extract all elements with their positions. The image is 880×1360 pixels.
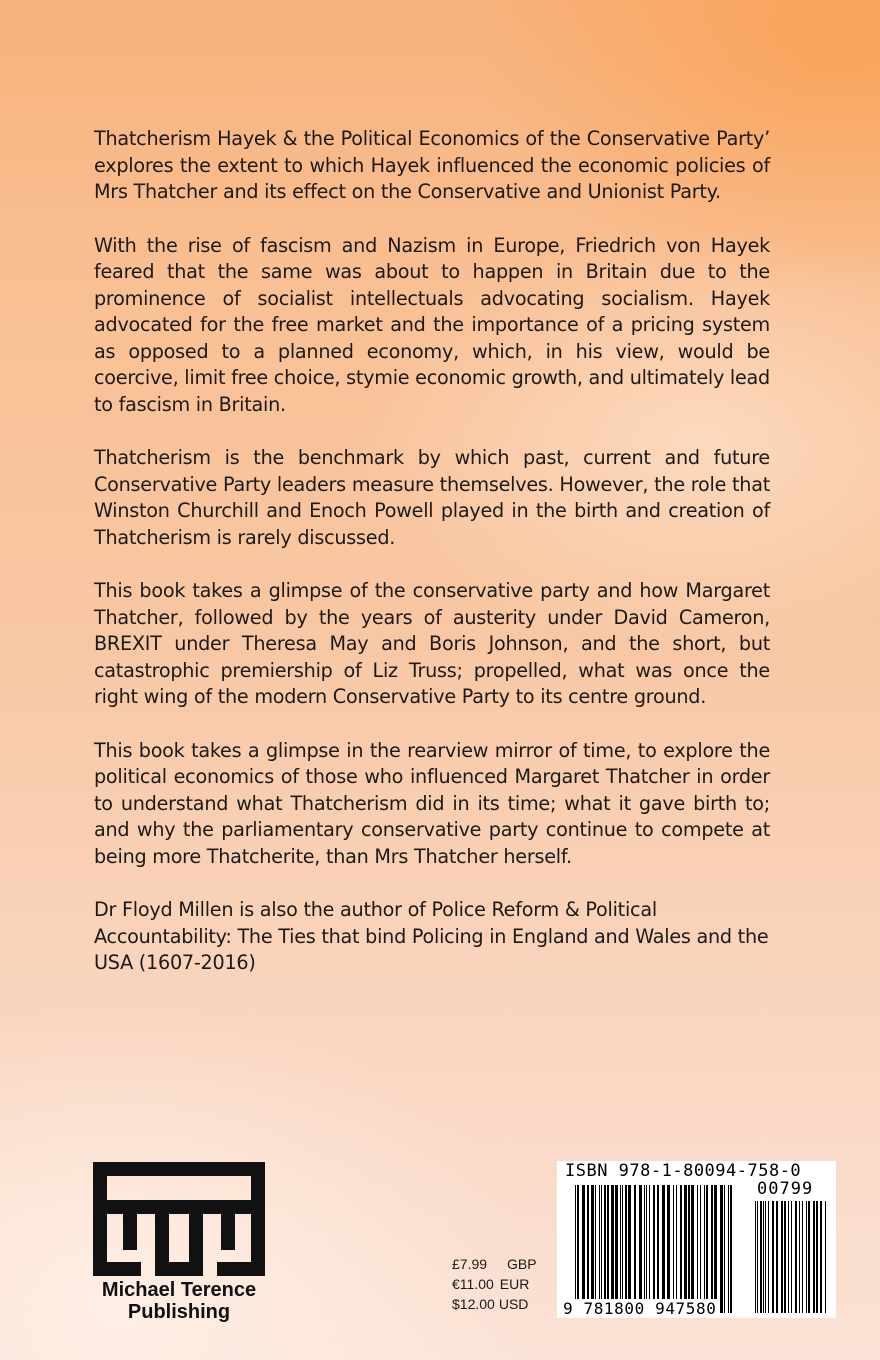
barcode-bar (657, 1185, 659, 1313)
blurb-paragraph-3: Thatcherism is the benchmark by which past, current and future Conservative Party leaders measure themselves. However, the role that Winston Churchill and Enoch Powell played in the birth and creation of Thatcherism is rarely discussed. (94, 446, 770, 549)
blurb-paragraph-1: Thatcherism Hayek & the Political Economics of the Conservative Party’ explores the extent to which Hayek influenced the economic policies of Mrs Thatcher and its effect on the Conservative and Unionist Party. (94, 127, 770, 203)
barcode-bar (649, 1185, 650, 1313)
barcode-bar (599, 1185, 600, 1313)
price-amount: €11.00 (452, 1276, 494, 1292)
barcode-bar (625, 1185, 627, 1313)
barcode-bar (820, 1201, 822, 1313)
price-row (452, 1254, 552, 1274)
isbn-barcode (557, 1161, 836, 1318)
barcode-bar (706, 1185, 708, 1313)
barcode-addon-number: 00799 (757, 1179, 814, 1199)
barcode-bar (772, 1201, 774, 1313)
blurb-paragraph-5: This book takes a glimpse in the rearview mirror of time, to explore the political economics of those who influenced Margaret Thatcher in order to understand what Thatcherism did in its time; what it gave birth to; and why the parliamentary conservative party continue to compete at being more Thatcherite, than Mrs Thatcher herself. (94, 738, 770, 868)
barcode-bar (653, 1185, 655, 1313)
barcode-bar (791, 1201, 792, 1313)
barcode-bar (615, 1185, 618, 1313)
barcode-bar (587, 1185, 589, 1313)
barcode-bar (776, 1201, 778, 1313)
barcode-bar (697, 1185, 698, 1313)
price-amount: £7.99 (452, 1256, 488, 1272)
publisher-name (93, 1279, 265, 1323)
blurb-paragraph-2: With the rise of fascism and Nazism in Europe, Friedrich von Hayek feared that the same was about to happen in Britain due to the prominence of socialist intellectuals advocating socialism. Hayek advocated for the free market and the importance of a pricing system as opposed to a planned economy, which, in his view, would be coercive, limit free choice, stymie economic growth, and ultimately lead to fascism in Britain. (94, 233, 770, 416)
publisher-logo (93, 1162, 265, 1323)
mtp-logo-icon (93, 1162, 265, 1276)
barcode-bar (795, 1201, 797, 1313)
barcode-bar (595, 1185, 596, 1313)
barcode-bar (644, 1185, 645, 1313)
barcode-bar (622, 1185, 623, 1313)
barcode-bar (724, 1185, 725, 1313)
barcode-bar (802, 1201, 803, 1313)
barcode-bar (676, 1185, 677, 1313)
barcode-bar (667, 1185, 670, 1313)
barcode-bar (765, 1201, 766, 1313)
barcode-bar (700, 1185, 701, 1313)
price-row (452, 1294, 552, 1314)
barcode-bar (714, 1185, 717, 1313)
publisher-name-line-1: Michael Terence (101, 1279, 257, 1301)
barcode-bar (607, 1185, 609, 1313)
barcode-bar (763, 1201, 764, 1313)
barcode-bar (673, 1185, 674, 1313)
barcode-bar (646, 1185, 647, 1313)
barcode-bar (781, 1201, 783, 1313)
barcode-bar (704, 1185, 705, 1313)
barcode-bar (720, 1185, 723, 1313)
barcode-bar (813, 1201, 815, 1313)
barcode-bar (730, 1185, 732, 1313)
barcode-bar (611, 1185, 614, 1313)
barcode-bar (604, 1185, 606, 1313)
barcode-bar (757, 1201, 758, 1313)
barcode-bar (760, 1201, 762, 1313)
author-note: Dr Floyd Millen is also the author of Police Reform & Political Accountability: The Ties that bind Policing in England and Wales and the USA (1607-2016) (94, 898, 769, 974)
blurb-paragraph-4: This book takes a glimpse of the conservative party and how Margaret Thatcher, followed by the years of austerity under David Cameron, BREXIT under Theresa May and Boris Johnson, and the short, but catastrophic premiership of Liz Truss; propelled, what was once the right wing of the modern Conservative Party to its centre ground. (94, 579, 770, 708)
barcode-bar (799, 1201, 800, 1313)
isbn-label: ISBN 978-1-80094-758-0 (565, 1161, 802, 1181)
price-list (452, 1254, 552, 1314)
barcode-bar (788, 1201, 789, 1313)
barcode-bar (582, 1185, 585, 1313)
price-currency: GBP (507, 1256, 537, 1272)
barcode-bar (662, 1185, 665, 1313)
price-currency: USD (498, 1296, 529, 1312)
barcode-bar (691, 1185, 694, 1313)
barcode-bar (639, 1185, 642, 1313)
barcode-bar (620, 1185, 621, 1313)
barcode-bar (601, 1185, 602, 1313)
barcode-bar (577, 1185, 579, 1313)
barcode-bar (628, 1185, 631, 1313)
barcode-bar (688, 1185, 690, 1313)
barcode-bar (784, 1201, 786, 1313)
barcode-bar (728, 1185, 729, 1313)
barcode-bar (711, 1185, 713, 1313)
barcode-bar (825, 1201, 826, 1313)
barcode-bar (768, 1201, 769, 1313)
barcode-bar (575, 1185, 576, 1313)
ean-digits: 9 781800 947580 (563, 1299, 717, 1318)
publisher-name-line-2: Publishing (127, 1301, 231, 1323)
price-amount: $12.00 (452, 1296, 495, 1312)
barcode-bar (808, 1201, 810, 1313)
barcode-bar (816, 1201, 818, 1313)
barcode-bar (680, 1185, 682, 1313)
price-currency: EUR (499, 1276, 530, 1292)
price-row (452, 1274, 552, 1294)
blurb-text (94, 126, 770, 1004)
barcode-bar (755, 1201, 756, 1313)
barcode-bar (591, 1185, 594, 1313)
barcode-bar (684, 1185, 687, 1313)
barcode-bar (634, 1185, 636, 1313)
barcode-bar (806, 1201, 807, 1313)
